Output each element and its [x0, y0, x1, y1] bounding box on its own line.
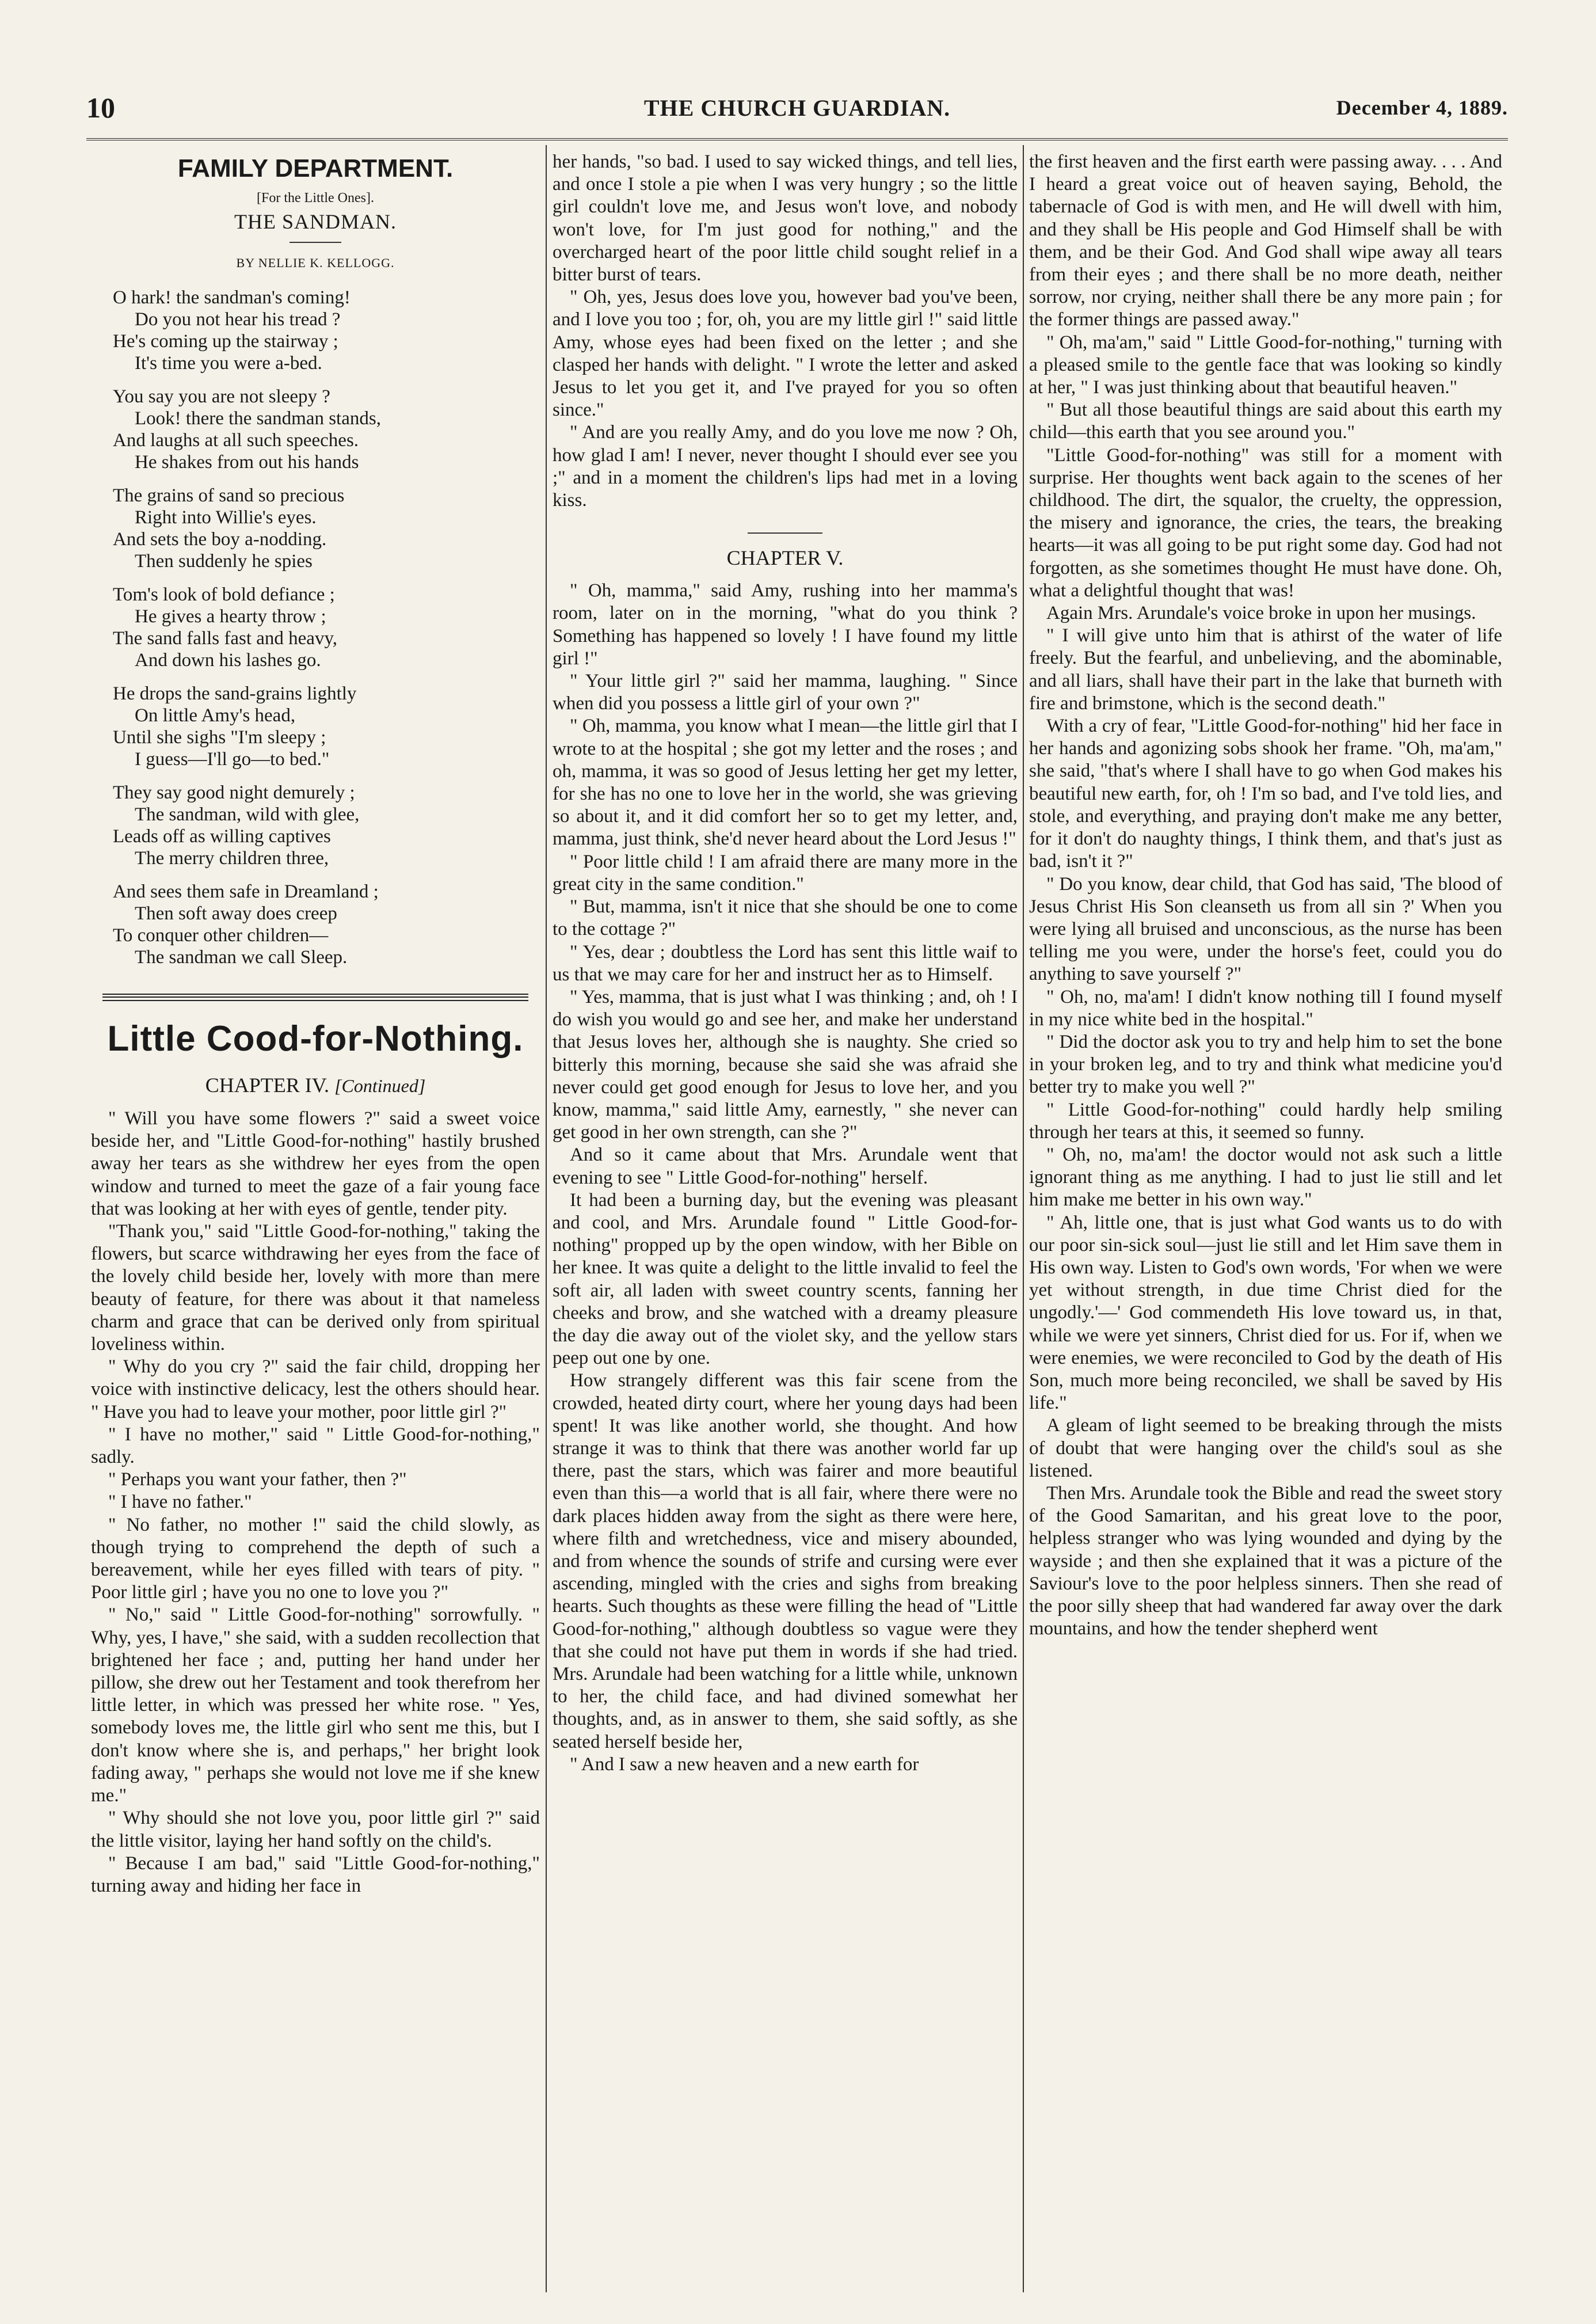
poem-line: The sand falls fast and heavy,: [113, 628, 338, 649]
paragraph: " Did the doctor ask you to try and help him to set the bone in your broken leg, and to try and think what medicine you'd better try to make you well ?": [1029, 1031, 1502, 1098]
paragraph: " Oh, mamma, you know what I mean—the little girl that I wrote to at the hospital ; she got my letter and the roses ; and oh, mamma, it was so good of Jesus letting her get my letter, for she has no one to love her in the world, she was grieving so about it, and it did comfort her so to get my letter, and, mamma, just think, she'd never heard about the Lord Jesus !": [553, 716, 1018, 850]
paragraph: " I have no mother," said " Little Good-for-nothing," sadly.: [91, 1424, 540, 1468]
paragraph: Again Mrs. Arundale's voice broke in upon her musings.: [1046, 603, 1476, 624]
poem-line: And laughs at all such speeches.: [113, 430, 359, 451]
poem-stanza: [113, 584, 540, 671]
paragraph: " Oh, no, ma'am! I didn't know nothing till I found myself in my nice white bed in the hospital.": [1029, 986, 1502, 1030]
poem-stanza: [113, 683, 540, 770]
paragraph: " No father, no mother !" said the child slowly, as though trying to comprehend the depth of such a bereavement, while her eyes filled with tears of pity. " Poor little girl ; have you no one to love you ?": [91, 1514, 540, 1603]
page-number: 10: [86, 92, 115, 124]
poem-line: Leads off as willing captives: [113, 826, 331, 847]
article-text: [1029, 151, 1502, 1640]
story-title: Little Cood-for-Nothing.: [107, 1019, 524, 1059]
poem-line: The sandman we call Sleep.: [135, 947, 348, 968]
poem-stanza: [113, 485, 540, 572]
department-title: FAMILY DEPARTMENT.: [177, 154, 454, 182]
paragraph: the first heaven and the first earth were passing away. . . . And I heard a great voice out of heaven saying, Behold, the tabernacle of God is with men, and He will dwell with him, and they shall be His people and God Himself shall be with them, and be their God. And God shall wipe away all tears from their eyes ; and there shall be no more death, neither sorrow, nor crying, neither shall there be any more pain ; for the former things are passed away.": [1029, 151, 1502, 330]
poem-line: Right into Willie's eyes.: [135, 507, 317, 528]
poem-line: And down his lashes go.: [135, 650, 321, 671]
paragraph: " I have no father.": [108, 1492, 252, 1513]
poem-line: And sees them safe in Dreamland ;: [113, 881, 379, 902]
paragraph: " Ah, little one, that is just what God wants us to do with our poor sin-sick soul—just lie still and let Him save them in His own way. Listen to God's own words, 'For when we were yet without strength, in due time Christ died for the ungodly.'—' God commendeth His love toward us, in that, while we were yet sinners, Christ died for us. For if, when we were enemies, we were reconciled to God by the death of His Son, much more being reconciled, we shall be saved by His life.": [1029, 1212, 1502, 1414]
poem-stanza: [113, 287, 540, 374]
article-text: [553, 580, 1018, 1776]
paragraph: " Perhaps you want your father, then ?": [108, 1469, 407, 1490]
column-2: [553, 151, 1018, 1776]
paragraph: " Yes, mamma, that is just what I was thinking ; and, oh ! I do wish you would go and see her, and make her understand that Jesus loves her, although she is naughty. She cried so bitterly this morning, because she said she was afraid she never could get good enough for Jesus to love her, and you know, mamma," said little Amy, earnestly, " she never can get good in her own strength, can she ?": [553, 986, 1018, 1143]
column-divider: [1023, 145, 1024, 2292]
paragraph: " Oh, no, ma'am! the doctor would not ask such a little ignorant thing as me anything. I had to just lie still and let him make me better in his own way.": [1029, 1144, 1502, 1211]
chapter-number: CHAPTER IV.: [205, 1074, 330, 1097]
paragraph: A gleam of light seemed to be breaking through the mists of doubt that were hanging over the child's soul as she listened.: [1029, 1415, 1502, 1481]
poem-line: You say you are not sleepy ?: [113, 386, 330, 407]
article-text: [91, 1108, 540, 1897]
poem-line: Look! there the sandman stands,: [135, 408, 381, 429]
poem-line: Tom's look of bold defiance ;: [113, 584, 335, 605]
paragraph: " Will you have some flowers ?" said a sweet voice beside her, and "Little Good-for-nothing" hastily brushed away her tears as she withdrew her eyes from the open window and turned to meet the gaze of a fair young face that was looking at her with eyes of gentle, tender pity.: [91, 1108, 540, 1219]
column-divider: [546, 145, 547, 2292]
paragraph: How strangely different was this fair scene from the crowded, heated dirty court, where her young days had been spent! It was like another world, she thought. And how strange it was to think that there was another world far up there, past the stars, which was fairer and more beautiful even than this—a world that is all fair, where there were no dark places hidden away from the sight as there were here, where filth and wretchedness, vice and misery abounded, and from whence the sounds of strife and cursing were ever ascending, mingled with the cries and sighs from breaking hearts. Such thoughts as these were filling the head of "Little Good-for-nothing," although doubtless so vague were they that she could not have put them in words if she had tried. Mrs. Arundale had been watching for a little while, unknown to her, the child face, and had divined somewhat her thoughts, and, as in answer to them, she said softly, as she seated herself beside her,: [553, 1370, 1018, 1752]
paragraph: " And I saw a new heaven and a new earth for: [570, 1754, 919, 1775]
poem-stanza: [113, 386, 540, 473]
paragraph: " Oh, yes, Jesus does love you, however bad you've been, and I love you too ; for, oh, you are my little girl !" said little Amy, whose eyes had been fixed on the letter ; and she clasped her hands with delight. " I wrote the letter and asked Jesus to let you get it, and I've prayed for you so often since.": [553, 287, 1018, 421]
poem: [91, 287, 540, 968]
paragraph: " Why do you cry ?" said the fair child, dropping her voice with instinctive delicacy, lest the others should hear. " Have you had to leave your mother, poor little girl ?": [91, 1356, 540, 1422]
poem-line: And sets the boy a-nodding.: [113, 529, 327, 550]
chapter-continued: [Continued]: [334, 1075, 426, 1096]
column-3: [1029, 151, 1502, 1640]
paragraph: " But, mamma, isn't it nice that she should be one to come to the cottage ?": [553, 896, 1018, 940]
poem-line: The grains of sand so precious: [113, 485, 345, 506]
poem-line: To conquer other children—: [113, 925, 329, 946]
poem-byline: BY NELLIE K. KELLOGG.: [236, 256, 395, 270]
article-text: [553, 151, 1018, 512]
section-rule: [102, 994, 528, 1001]
paragraph: " Your little girl ?" said her mamma, laughing. " Since when did you possess a little girl of your own ?": [553, 671, 1018, 714]
poem-line: Then suddenly he spies: [135, 551, 313, 572]
poem-line: I guess—I'll go—to bed.": [135, 749, 330, 770]
paragraph: "Little Good-for-nothing" was still for a moment with surprise. Her thoughts went back again to the scenes of her childhood. The dirt, the squalor, the cruelty, the oppression, the misery and ignorance, the cries, the tears, the breaking hearts—it was all going to be put right some day. God had not forgotten, as she sometimes thought He must have done. Oh, what a delightful thought that was!: [1029, 444, 1502, 601]
issue-date: December 4, 1889.: [1336, 96, 1508, 119]
paragraph: " Poor little child ! I am afraid there are many more in the great city in the same condition.": [553, 851, 1018, 895]
chapter-heading: [91, 1072, 540, 1098]
poem-line: He gives a hearty throw ;: [135, 606, 326, 627]
chapter-rule: [748, 532, 822, 534]
paragraph: " No," said " Little Good-for-nothing" sorrowfully. " Why, yes, I have," she said, with a sudden recollection that brightened her face ; and, putting her hand under her pillow, she drew out her Testament and took therefrom her little letter, in which was pressed her white rose. " Yes, somebody loves me, the little girl who sent me this, but I don't know where she is, and perhaps," her bright look fading away, " perhaps she would not love me if she knew me.": [91, 1604, 540, 1806]
poem-line: Then soft away does creep: [135, 903, 337, 924]
poem-line: The merry children three,: [135, 848, 329, 869]
paragraph: Then Mrs. Arundale took the Bible and read the sweet story of the Good Samaritan, and his great love to the poor, helpless stranger who was lying wounded and dying by the wayside ; and then she explained that it was a picture of the Saviour's love to the poor helpless sinners. Then she read of the poor silly sheep that had wandered far away over the dark mountains, and how the tender shepherd went: [1029, 1482, 1502, 1640]
poem-stanza: [113, 782, 540, 869]
paragraph: " Yes, dear ; doubtless the Lord has sent this little waif to us that we may care for her and instruct her as to Himself.: [553, 941, 1018, 985]
paragraph: And so it came about that Mrs. Arundale went that evening to see " Little Good-for-nothing" herself.: [553, 1144, 1018, 1188]
poem-line: The sandman, wild with glee,: [135, 804, 360, 825]
paragraph: " Because I am bad," said "Little Good-for-nothing," turning away and hiding her face in: [91, 1853, 540, 1896]
poem-line: On little Amy's head,: [135, 705, 296, 726]
poem-line: Until she sighs "I'm sleepy ;: [113, 727, 326, 748]
paragraph: "Thank you," said "Little Good-for-nothing," taking the flowers, but scarce withdrawing her eyes from the face of the lovely child beside her, lovely with more than mere beauty of feature, for there was about it that nameless charm and grace that can be derived only from spiritual loveliness within.: [91, 1221, 540, 1355]
paragraph: " Do you know, dear child, that God has said, 'The blood of Jesus Christ His Son cleanseth us from all sin ?' When you were lying all bruised and unconscious, as the nurse has been telling me you were, under the horse's feet, could you do anything to save yourself ?": [1029, 873, 1502, 985]
paragraph: " I will give unto him that is athirst of the water of life freely. But the fearful, and unbelieving, and the abominable, and all liars, shall have their part in the lake that burneth with fire and brimstone, which is the second death.": [1029, 625, 1502, 714]
poem-line: It's time you were a-bed.: [135, 353, 322, 374]
header-rule: [86, 138, 1508, 140]
poem-title: THE SANDMAN.: [234, 210, 397, 233]
poem-line: O hark! the sandman's coming!: [113, 287, 351, 308]
page-header: [86, 91, 1508, 125]
poem-line: They say good night demurely ;: [113, 782, 355, 803]
chapter-heading: CHAPTER V.: [726, 546, 844, 570]
paragraph: " Why should she not love you, poor little girl ?" said the little visitor, laying her hand softly on the child's.: [91, 1808, 540, 1851]
paragraph: " And are you really Amy, and do you love me now ? Oh, how glad I am! I never, never thought I should ever see you ;" and in a moment the children's lips had met in a loving kiss.: [553, 422, 1018, 511]
paragraph: " Oh, ma'am," said " Little Good-for-nothing," turning with a pleased smile to the gentle face that was looking so kindly at her, " I was just thinking about that beautiful heaven.": [1029, 332, 1502, 398]
department-note: [For the Little Ones].: [257, 191, 374, 206]
poem-line: He's coming up the stairway ;: [113, 331, 338, 352]
title-rule: [290, 242, 341, 243]
paper-title: THE CHURCH GUARDIAN.: [643, 95, 951, 121]
poem-stanza: [113, 881, 540, 968]
paragraph: her hands, "so bad. I used to say wicked things, and tell lies, and once I stole a pie when I was very hungry ; so the little girl couldn't love me, and Jesus won't love, and nobody won't love, for I'm just good for nothing," and the overcharged heart of the poor little child sought relief in a bitter burst of tears.: [553, 151, 1018, 286]
column-1: [91, 151, 540, 1897]
paragraph: " Oh, mamma," said Amy, rushing into her mamma's room, later on in the morning, "what do you think ? Something has happened so lovely ! I have found my little girl !": [553, 580, 1018, 669]
paragraph: With a cry of fear, "Little Good-for-nothing" hid her face in her hands and agonizing sobs shook her frame. "Oh, ma'am," she said, "that's where I shall have to go when God makes his beautiful new earth, for, oh ! I'm so bad, and I've told lies, and stole, and everything, and praying don't make me any better, for it don't do naughty things, I think them, and that's just as bad, isn't it ?": [1029, 716, 1502, 872]
paragraph: It had been a burning day, but the evening was pleasant and cool, and Mrs. Arundale found " Little Good-for-nothing" propped up by the open window, with her Bible on her knee. It was quite a delight to the little invalid to feel the soft air, all laden with sweet country scents, fanning her cheeks and brow, and she watched with a dreamy pleasure the day die away out of the violet sky, and the yellow stars peep out one by one.: [553, 1189, 1018, 1369]
poem-line: He drops the sand-grains lightly: [113, 683, 357, 704]
paragraph: " Little Good-for-nothing" could hardly help smiling through her tears at this, it seemed so funny.: [1029, 1099, 1502, 1143]
paragraph: " But all those beautiful things are said about this earth my child—this earth that you see around you.": [1029, 400, 1502, 443]
poem-line: Do you not hear his tread ?: [135, 309, 341, 330]
poem-line: He shakes from out his hands: [135, 452, 359, 473]
